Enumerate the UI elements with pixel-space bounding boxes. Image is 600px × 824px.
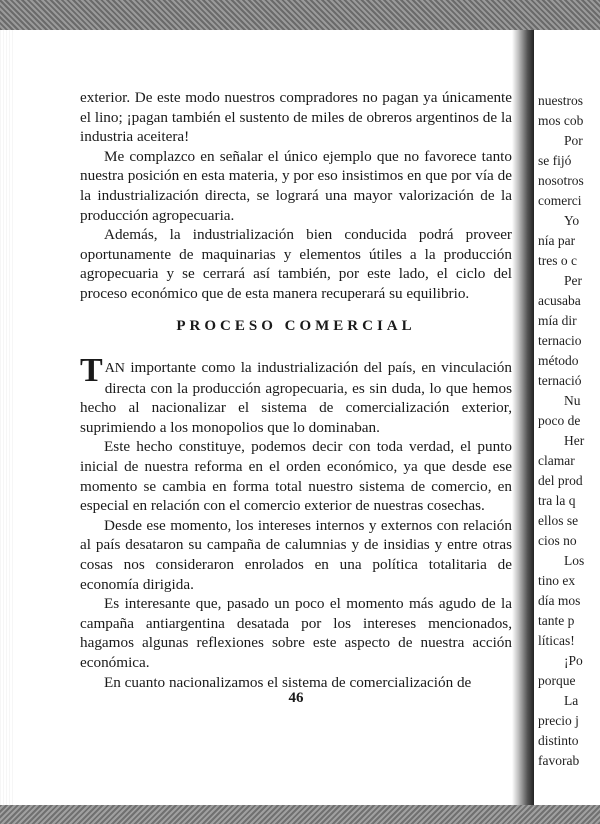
paragraph: Es interesante que, pasado un poco el momento más agudo de la campaña antiargentina desatada por los intereses mencionados, hagamos algunas reflexiones sobre este aspecto de nuestra acción económica. [80, 595, 512, 671]
facing-page-line: nuestros [538, 93, 583, 108]
paragraph: Además, la industrialización bien conducida podrá proveer oportunamente de maquinarias y elementos útiles a la producción agropecuaria y se cerrará así también, por este lado, el ciclo del proceso económico que de esta manera recuperará su equilibrio. [80, 226, 512, 302]
facing-page-line: Per [564, 273, 582, 288]
small-caps-word: AN [104, 361, 125, 376]
facing-page-line: ternació [538, 373, 582, 388]
section-text [80, 352, 512, 692]
paragraph-text: importante como la industrialización del país, en vinculación directa con la producción agropecuaria, es sin duda, lo que hemos hecho al nacionalizar el sistema de comercialización exterior, suprimiendo a los monopolios que lo dominaban. [80, 359, 512, 436]
facing-page-line: ellos se [538, 513, 579, 528]
facing-page-line: distinto [538, 733, 579, 748]
facing-page-line: precio j [538, 713, 579, 728]
facing-page-line: ¡Po [564, 653, 583, 668]
book-gutter [512, 30, 534, 805]
facing-page-line: Los [564, 553, 585, 568]
paragraph: Este hecho constituye, podemos decir con toda verdad, el punto inicial de nuestra reforma en el orden económico, ya que desde ese momento se cambia en forma total nuestro sistema de comercio, en especial en relación con el comercio exterior de nuestras cosechas. [80, 438, 512, 515]
facing-page-line: La [564, 693, 579, 708]
paragraph: Desde ese momento, los intereses internos y externos con relación al país desataron su campaña de calumnias y de insidias y entre otras cosas nos consideraron enrolados en una política totalitaria de economía dirigida. [80, 516, 512, 593]
facing-page-line: nía par [538, 233, 576, 248]
facing-page-line: día mos [538, 593, 581, 608]
facing-page-line: tres o c [538, 253, 577, 268]
facing-page-line: acusaba [538, 293, 581, 308]
facing-page-line: cios no [538, 533, 577, 548]
facing-page-line: clamar [538, 453, 575, 468]
facing-page-line: tra la q [538, 493, 576, 508]
facing-page-line: mía dir [538, 313, 577, 328]
paragraph-first [80, 352, 512, 437]
paragraph: exterior. De este modo nuestros compradores no pagan ya únicamente el lino; ¡pagan también el sustento de miles de obreros argentinos de la industria aceitera! [80, 89, 512, 146]
facing-page-line: tante p [538, 613, 575, 628]
facing-page-line: nosotros [538, 173, 584, 188]
facing-page-line: líticas! [538, 633, 575, 648]
facing-page-line: poco de [538, 413, 581, 428]
facing-page-line: Por [564, 133, 583, 148]
facing-page-line: favorab [538, 753, 580, 768]
page-number: 46 [288, 690, 304, 706]
facing-page-line: método [538, 353, 579, 368]
scan-edge-left [0, 30, 14, 805]
facing-page-line: Yo [564, 213, 580, 228]
opening-text [80, 88, 512, 304]
facing-page-line: se fijó [538, 153, 572, 168]
section-heading: PROCESO COMERCIAL [176, 318, 416, 334]
facing-page-line: Her [564, 433, 585, 448]
drop-cap: T [80, 352, 103, 389]
facing-page-edge [534, 30, 600, 805]
paragraph: En cuanto nacionalizamos el sistema de comercialización de [104, 673, 472, 691]
scan-edge-top [0, 0, 600, 30]
facing-page-line: tino ex [538, 573, 576, 588]
facing-page-line: porque [538, 673, 576, 688]
facing-page-line: comerci [538, 193, 582, 208]
facing-page-line: Nu [564, 393, 581, 408]
facing-page-line: del prod [538, 473, 583, 488]
scan-edge-bottom [0, 805, 600, 824]
paragraph: Me complazco en señalar el único ejemplo que no favorece tanto nuestra posición en esta materia, y por eso insistimos en que por vía de la industrialización directa, se logrará una mayor valorización de la producción agropecuaria. [80, 147, 512, 224]
facing-page-line: mos cob [538, 113, 584, 128]
facing-page-line: ternacio [538, 333, 582, 348]
